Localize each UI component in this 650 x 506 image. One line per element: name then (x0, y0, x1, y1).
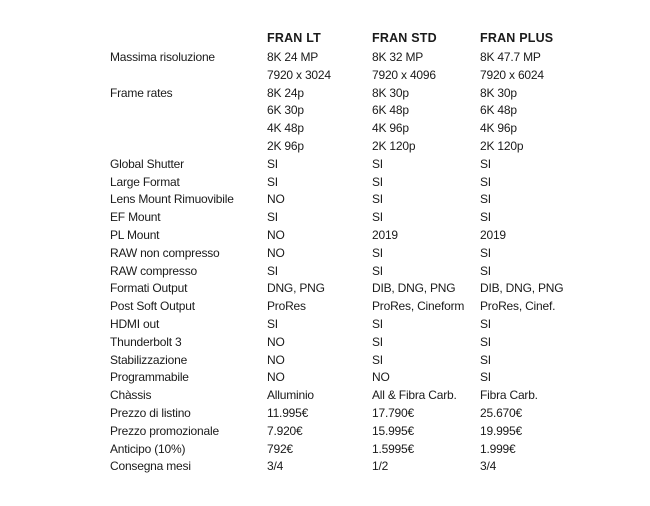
cell-value: DIB, DNG, PNG (372, 281, 456, 296)
cell-value: SI (372, 174, 383, 189)
cell-value: 2K 120p (480, 139, 524, 153)
cell-value: 1.5995€ (372, 441, 414, 456)
cell-value: All & Fibra Carb. (372, 388, 457, 403)
cell-value: 8K 24 MP (267, 50, 319, 64)
row-label: Prezzo promozionale (110, 423, 219, 438)
cell-value: ProRes (267, 299, 306, 314)
cell-value: 7920 x 6024 (480, 67, 544, 82)
cell-value: NO (267, 245, 285, 260)
cell-value: 8K 30p (372, 85, 409, 100)
cell-value: 11.995€ (267, 406, 309, 420)
row-label: HDMI out (110, 317, 160, 331)
cell-value: NO (267, 192, 285, 207)
row-label: RAW non compresso (110, 245, 220, 260)
cell-value: SI (372, 192, 383, 207)
cell-value: 15.995€ (372, 423, 414, 438)
cell-value: SI (372, 352, 383, 367)
row-label: Formati Output (110, 281, 188, 296)
cell-value: SI (480, 317, 491, 331)
cell-value: NO (267, 334, 285, 349)
cell-value: SI (372, 245, 383, 260)
row-label: Massima risoluzione (110, 50, 215, 64)
row-label: Programmabile (110, 370, 189, 385)
cell-value: 7920 x 4096 (372, 67, 436, 82)
row-label: Lens Mount Rimuovibile (110, 192, 234, 207)
cell-value: 2019 (372, 228, 398, 242)
cell-value: SI (480, 174, 491, 189)
cell-value: 3/4 (480, 459, 497, 474)
cell-value: ProRes, Cineform (372, 299, 465, 314)
cell-value: 7.920€ (267, 423, 303, 438)
cell-value: ProRes, Cinef. (480, 299, 556, 314)
row-label: Global Shutter (110, 156, 184, 171)
row-label: Post Soft Output (110, 299, 195, 314)
cell-value: Fibra Carb. (480, 388, 538, 403)
cell-value: 4K 48p (267, 121, 304, 136)
cell-value: 7920 x 3024 (267, 67, 331, 82)
row-label: Stabilizzazione (110, 352, 188, 367)
cell-value: 2K 120p (372, 139, 416, 153)
row-label: Prezzo di listino (110, 406, 191, 420)
row-label: EF Mount (110, 210, 161, 225)
cell-value: 17.790€ (372, 406, 414, 420)
cell-value: 8K 24p (267, 85, 304, 100)
cell-value: SI (267, 174, 278, 189)
cell-value: 19.995€ (480, 423, 522, 438)
cell-value: 1/2 (372, 459, 389, 474)
cell-value: NO (267, 370, 285, 385)
cell-value: NO (372, 370, 390, 385)
row-label: Chàssis (110, 388, 152, 403)
cell-value: 3/4 (267, 459, 284, 474)
cell-value: 8K 30p (480, 85, 517, 100)
cell-value: 4K 96p (480, 121, 517, 136)
cell-value: 6K 48p (372, 103, 409, 118)
cell-value: SI (267, 210, 278, 225)
row-label: PL Mount (110, 228, 160, 242)
column-header-1: FRAN LT (267, 31, 321, 45)
cell-value: SI (372, 263, 383, 278)
row-label: Consegna mesi (110, 459, 191, 474)
cell-value: 792€ (267, 441, 293, 456)
cell-value: SI (480, 245, 491, 260)
cell-value: SI (372, 156, 383, 171)
cell-value: SI (480, 352, 491, 367)
cell-value: 8K 47.7 MP (480, 50, 541, 64)
cell-value: SI (480, 334, 491, 349)
cell-value: SI (480, 210, 491, 225)
cell-value: SI (267, 263, 278, 278)
cell-value: SI (372, 210, 383, 225)
row-label: Thunderbolt 3 (110, 334, 182, 349)
cell-value: 4K 96p (372, 121, 409, 136)
cell-value: SI (267, 156, 278, 171)
cell-value: SI (480, 263, 491, 278)
cell-value: SI (267, 317, 278, 331)
cell-value: SI (372, 317, 383, 331)
row-label: Anticipo (10%) (110, 441, 186, 456)
cell-value: 6K 30p (267, 103, 304, 118)
row-label: Frame rates (110, 85, 173, 100)
cell-value: 25.670€ (480, 406, 522, 420)
row-label: RAW compresso (110, 263, 197, 278)
cell-value: SI (480, 156, 491, 171)
row-label: Large Format (110, 174, 180, 189)
cell-value: SI (480, 192, 491, 207)
column-header-2: FRAN STD (372, 31, 437, 45)
cell-value: DNG, PNG (267, 281, 325, 296)
cell-value: 2019 (480, 228, 506, 242)
cell-value: 2K 96p (267, 139, 304, 153)
cell-value: DIB, DNG, PNG (480, 281, 564, 296)
cell-value: Alluminio (267, 388, 314, 403)
cell-value: 1.999€ (480, 441, 516, 456)
cell-value: SI (480, 370, 491, 385)
cell-value: 8K 32 MP (372, 50, 424, 64)
cell-value: SI (372, 334, 383, 349)
cell-value: 6K 48p (480, 103, 517, 118)
cell-value: NO (267, 352, 285, 367)
column-header-3: FRAN PLUS (480, 31, 554, 45)
cell-value: NO (267, 228, 285, 242)
